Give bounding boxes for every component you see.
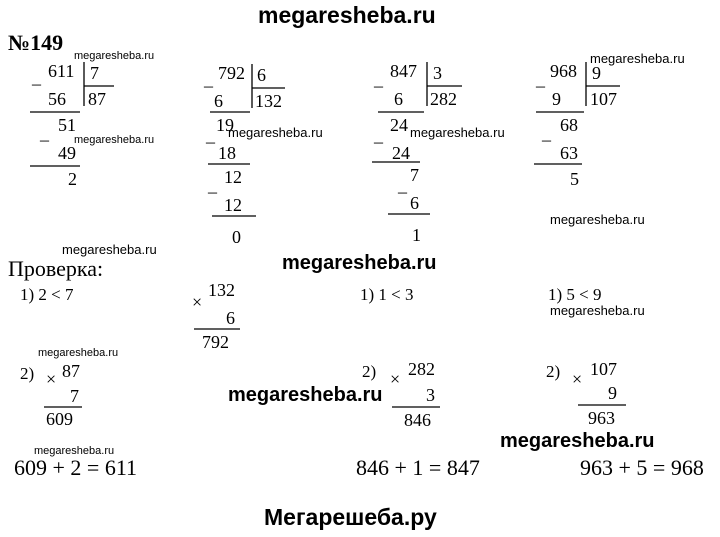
times-sign: × bbox=[192, 292, 203, 312]
step-subtrahend: 9 bbox=[552, 89, 561, 109]
factor-b: 9 bbox=[608, 383, 617, 403]
dividend: 611 bbox=[48, 61, 75, 81]
factor-a: 132 bbox=[208, 280, 235, 300]
sum-line-3: 846 + 1 = 847 bbox=[356, 455, 480, 480]
step-subtrahend: 6 bbox=[410, 193, 419, 213]
watermark[interactable]: megaresheba.ru bbox=[228, 384, 383, 406]
product: 792 bbox=[202, 332, 229, 352]
step-subtrahend: 63 bbox=[560, 143, 578, 163]
minus-sign: _ bbox=[40, 123, 49, 143]
problem-number: №149 bbox=[8, 30, 64, 55]
watermark[interactable]: megaresheba.ru bbox=[228, 125, 323, 140]
check-1-2-label: 2) bbox=[20, 364, 35, 383]
step-subtrahend: 12 bbox=[224, 195, 242, 215]
minus-sign: _ bbox=[204, 69, 213, 89]
step-subtrahend: 49 bbox=[58, 143, 76, 163]
step-subtrahend: 6 bbox=[214, 91, 223, 111]
product: 846 bbox=[404, 410, 431, 430]
watermark[interactable]: megaresheba.ru bbox=[550, 212, 645, 227]
minus-sign: _ bbox=[374, 125, 383, 145]
minus-sign: _ bbox=[542, 123, 551, 143]
watermark[interactable]: megaresheba.ru bbox=[590, 51, 685, 66]
step-subtrahend: 18 bbox=[218, 143, 236, 163]
final-remainder: 5 bbox=[570, 169, 579, 189]
quotient: 132 bbox=[255, 91, 282, 111]
watermark[interactable]: megaresheba.ru bbox=[34, 445, 115, 457]
product: 963 bbox=[588, 408, 615, 428]
factor-a: 282 bbox=[408, 359, 435, 379]
watermark[interactable]: megaresheba.ru bbox=[38, 347, 119, 359]
times-sign: × bbox=[390, 369, 401, 389]
site-footer[interactable]: Мегарешеба.ру bbox=[264, 504, 437, 530]
step-remainder: 12 bbox=[224, 167, 242, 187]
times-sign: × bbox=[46, 369, 57, 389]
divisor: 6 bbox=[257, 65, 266, 85]
factor-a: 87 bbox=[62, 361, 80, 381]
check-label: Проверка: bbox=[8, 256, 104, 281]
check-4-1: 1) 5 < 9 bbox=[548, 285, 602, 304]
watermark[interactable]: megaresheba.ru bbox=[62, 242, 157, 257]
factor-b: 3 bbox=[426, 385, 435, 405]
sum-line-4: 963 + 5 = 968 bbox=[580, 455, 704, 480]
step-subtrahend: 56 bbox=[48, 89, 66, 109]
minus-sign: _ bbox=[398, 175, 407, 195]
step-remainder: 24 bbox=[390, 115, 408, 135]
minus-sign: _ bbox=[208, 175, 217, 195]
quotient: 107 bbox=[590, 89, 617, 109]
quotient: 87 bbox=[88, 89, 106, 109]
final-remainder: 0 bbox=[232, 227, 241, 247]
divisor: 9 bbox=[592, 63, 601, 83]
check-4-2-label: 2) bbox=[546, 362, 561, 381]
factor-b: 7 bbox=[70, 386, 79, 406]
divisor: 7 bbox=[90, 63, 99, 83]
final-remainder: 1 bbox=[412, 225, 421, 245]
minus-sign: _ bbox=[374, 69, 383, 89]
check-3-1: 1) 1 < 3 bbox=[360, 285, 414, 304]
sum-line-1: 609 + 2 = 611 bbox=[14, 455, 137, 480]
step-remainder: 51 bbox=[58, 115, 76, 135]
factor-b: 6 bbox=[226, 308, 235, 328]
dividend: 792 bbox=[218, 63, 245, 83]
check-3-2-label: 2) bbox=[362, 362, 377, 381]
watermark[interactable]: megaresheba.ru bbox=[410, 125, 505, 140]
product: 609 bbox=[46, 409, 73, 429]
watermark[interactable]: megaresheba.ru bbox=[74, 50, 155, 62]
watermark[interactable]: megaresheba.ru bbox=[282, 252, 437, 274]
watermark[interactable]: megaresheba.ru bbox=[550, 303, 645, 318]
watermark[interactable]: megaresheba.ru bbox=[74, 134, 155, 146]
step-subtrahend: 24 bbox=[392, 143, 410, 163]
minus-sign: _ bbox=[536, 69, 545, 89]
final-remainder: 2 bbox=[68, 169, 77, 189]
step-remainder: 19 bbox=[216, 115, 234, 135]
minus-sign: _ bbox=[32, 67, 41, 87]
step-subtrahend: 6 bbox=[394, 89, 403, 109]
dividend: 968 bbox=[550, 61, 577, 81]
factor-a: 107 bbox=[590, 359, 617, 379]
watermark[interactable]: megaresheba.ru bbox=[500, 430, 655, 452]
times-sign: × bbox=[572, 369, 583, 389]
step-remainder: 7 bbox=[410, 165, 419, 185]
step-remainder: 68 bbox=[560, 115, 578, 135]
check-1-1: 1) 2 < 7 bbox=[20, 285, 74, 304]
quotient: 282 bbox=[430, 89, 457, 109]
minus-sign: _ bbox=[206, 125, 215, 145]
dividend: 847 bbox=[390, 61, 417, 81]
divisor: 3 bbox=[433, 63, 442, 83]
site-header[interactable]: megaresheba.ru bbox=[258, 2, 436, 28]
